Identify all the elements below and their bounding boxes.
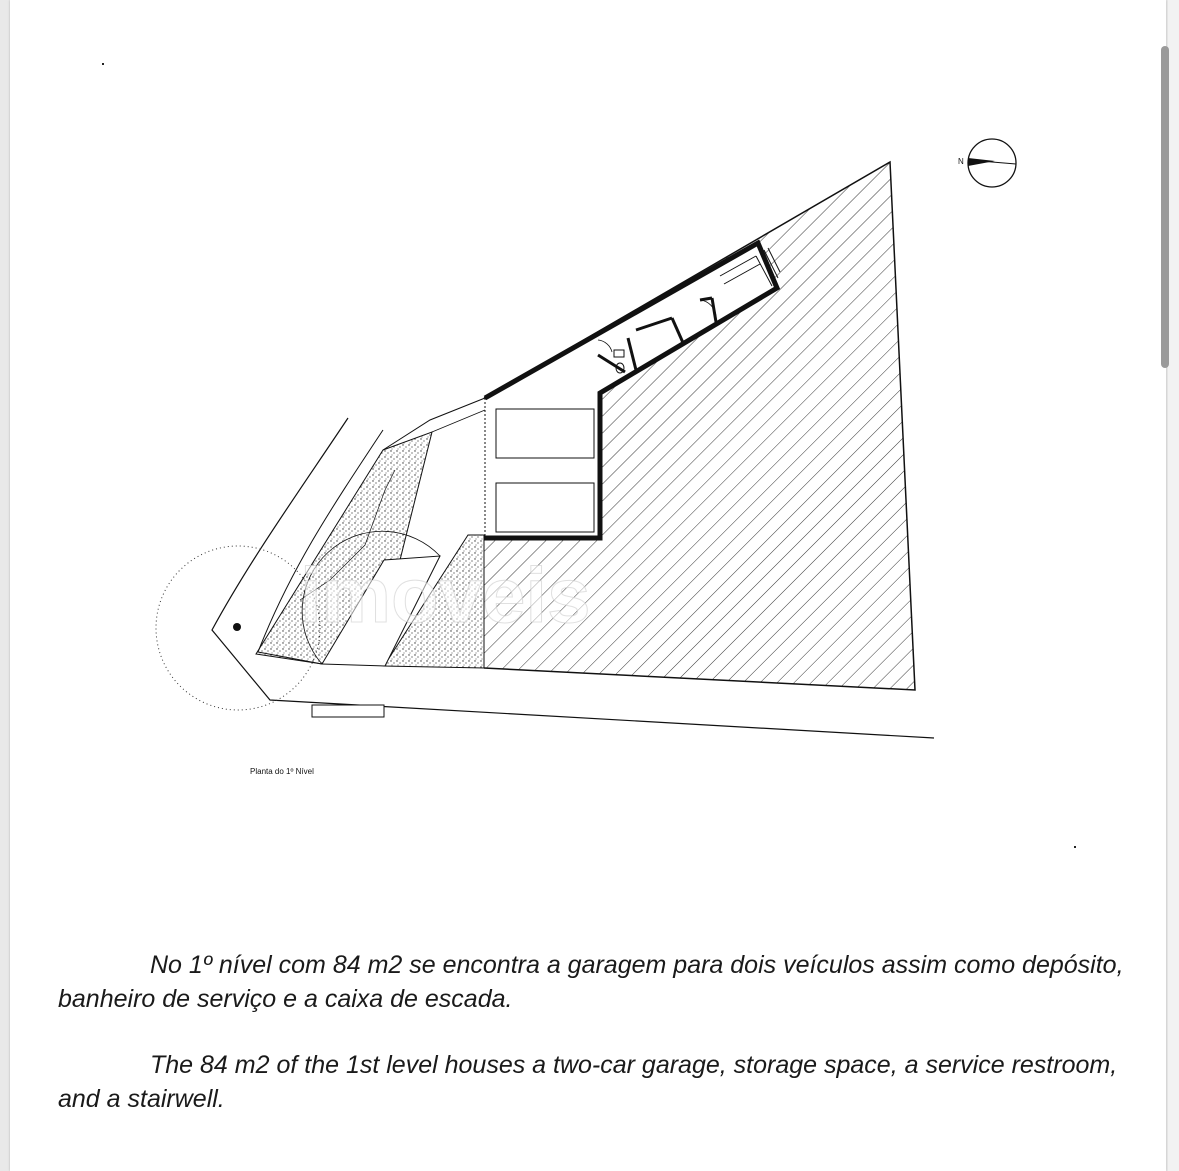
interior-wall [700,298,712,300]
ramp-edge [432,410,485,432]
parking-space-2 [496,483,594,532]
plan-caption: Planta do 1º Nível [250,767,314,776]
description-english: The 84 m2 of the 1st level houses a two-car garage, storage space, a service restroom, and a stairwell. [58,1051,1118,1113]
north-arrow-icon [958,139,1016,187]
parking-space-1 [496,409,594,458]
street-element [312,705,384,717]
sink-icon [614,350,624,357]
tree-trunk [233,623,241,631]
interior-wall [636,318,672,330]
door-swing [598,340,612,352]
watermark: imoveis [300,551,591,639]
interior-wall [672,318,684,345]
interior-wall [628,338,636,370]
svg-text:N: N [958,157,964,166]
ramp-edge [383,398,485,450]
description-portuguese: No 1º nível com 84 m2 se encontra a garagem para dois veículos assim como depósito, banheiro de serviço e a caixa de escada. [58,951,1124,1013]
